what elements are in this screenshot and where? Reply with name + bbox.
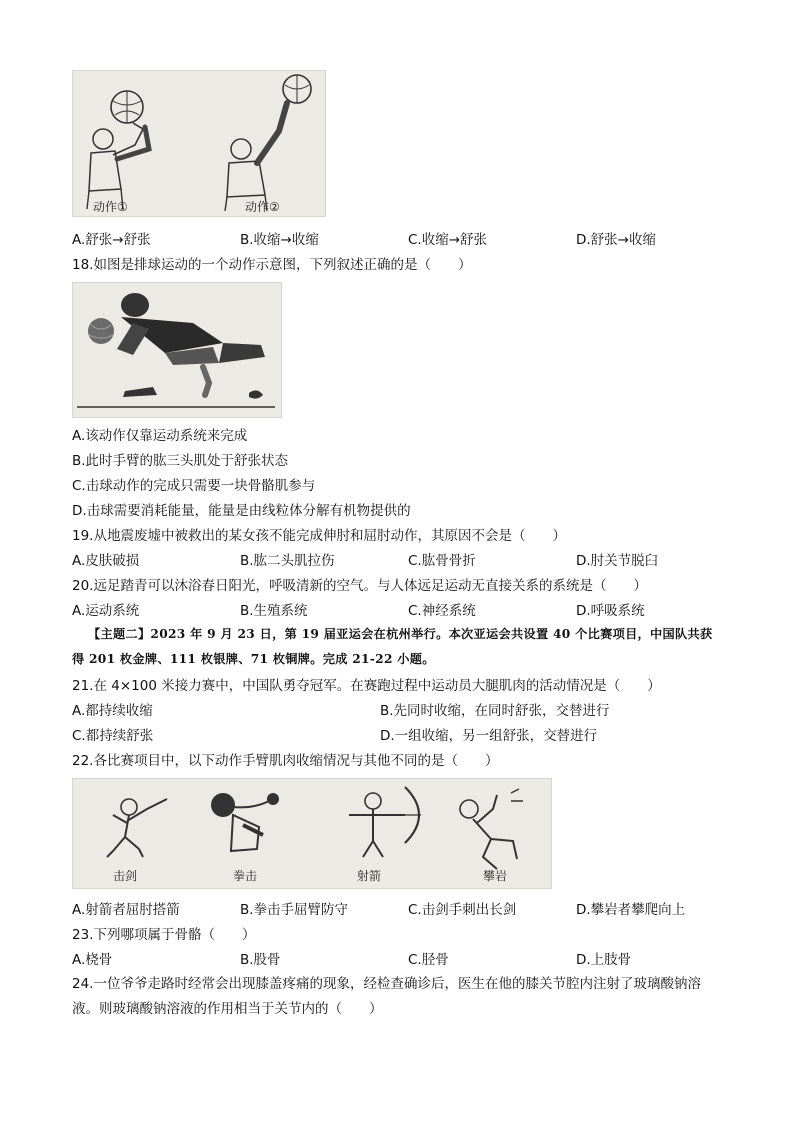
q21-option-a[interactable]: A.都持续收缩	[72, 703, 153, 719]
player-hair	[121, 293, 149, 317]
arm-muscle-2	[257, 103, 287, 163]
q22-caption-archery: 射箭	[357, 869, 382, 883]
figure-sports-actions	[72, 778, 552, 889]
q23-stem: 23.下列哪项属于骨骼（ ）	[72, 927, 256, 943]
q23-options	[72, 951, 732, 969]
q21-option-d[interactable]: D.一组收缩，另一组舒张，交替进行	[380, 728, 598, 744]
q19-option-d[interactable]: D.肘关节脱臼	[576, 553, 659, 569]
q22-caption-fencing: 击剑	[113, 869, 138, 883]
q19-stem: 19.从地震废墟中被救出的某女孩不能完成伸肘和屈肘动作，其原因不会是（ ）	[72, 528, 566, 544]
q21-option-c[interactable]: C.都持续舒张	[72, 728, 154, 744]
q22-caption-boxing: 拳击	[233, 869, 258, 883]
q23-option-d[interactable]: D.上肢骨	[576, 952, 632, 968]
q22-stem: 22.各比赛项目中，以下动作手臂肌肉收缩情况与其他不同的是（ ）	[72, 753, 499, 769]
q19-options	[72, 552, 732, 570]
figure-basketball-actions	[72, 70, 326, 217]
q21-options-row1	[72, 702, 732, 720]
q18-option-a[interactable]: A.该动作仅靠运动系统来完成	[72, 428, 248, 444]
player-1-head	[93, 129, 113, 149]
q19-option-b[interactable]: B.肱二头肌拉伤	[240, 553, 335, 569]
fencing-figure	[107, 799, 167, 857]
q17-options	[72, 231, 732, 249]
q22-options	[72, 901, 732, 919]
q21-option-b[interactable]: B.先同时收缩，在同时舒张，交替进行	[380, 703, 610, 719]
q22-option-a[interactable]: A.射箭者屈肘搭箭	[72, 902, 180, 918]
volleyball-figure-drawing	[73, 283, 281, 417]
q22-option-d[interactable]: D.攀岩者攀爬向上	[576, 902, 686, 918]
player-arms	[117, 323, 149, 355]
q20-option-d[interactable]: D.呼吸系统	[576, 603, 645, 619]
q18-option-d[interactable]: D.击球需要消耗能量，能量是由线粒体分解有机物提供的	[72, 503, 411, 519]
q20-option-c[interactable]: C.神经系统	[408, 603, 476, 619]
fig17-caption-1: 动作①	[93, 200, 128, 214]
boxing-figure	[211, 793, 279, 851]
q21-options-row2	[72, 727, 732, 745]
q20-stem: 20.远足踏青可以沐浴春日阳光，呼吸清新的空气。与人体远足运动无直接关系的系统是（ ）	[72, 578, 647, 594]
q22-caption-climbing: 攀岩	[483, 869, 508, 883]
q18-option-c[interactable]: C.击球动作的完成只需要一块骨骼肌参与	[72, 478, 316, 494]
q17-option-b[interactable]: B.收缩→收缩	[240, 232, 319, 248]
sports-figure-drawing	[73, 779, 551, 888]
q23-option-a[interactable]: A.桡骨	[72, 952, 113, 968]
q20-option-a[interactable]: A.运动系统	[72, 603, 140, 619]
fig17-caption-2: 动作②	[245, 200, 280, 214]
arm-muscle-1	[117, 127, 149, 159]
q21-stem: 21.在 4×100 米接力赛中，中国队勇夺冠军。在赛跑过程中运动员大腿肌肉的活动情况是（ ）	[72, 678, 661, 694]
climbing-figure	[460, 789, 523, 869]
theme-2-paragraph: 【主题二】2023 年 9 月 23 日，第 19 届亚运会在杭州举行。本次亚运会共设置 40 个比赛项目，中国队共获得 201 枚金牌、111 枚银牌、71 枚铜牌。完成 21-22 小题。	[72, 627, 713, 666]
q23-option-b[interactable]: B.股骨	[240, 952, 281, 968]
player-shoe	[123, 387, 157, 397]
q17-option-a[interactable]: A.舒张→舒张	[72, 232, 151, 248]
q20-option-b[interactable]: B.生殖系统	[240, 603, 308, 619]
archery-figure	[349, 787, 421, 857]
q18-stem: 18.如图是排球运动的一个动作示意图，下列叙述正确的是（ ）	[72, 257, 472, 273]
q18-option-b[interactable]: B.此时手臂的肱三头肌处于舒张状态	[72, 453, 289, 469]
q24-stem: 24.一位爷爷走路时经常会出现膝盖疼痛的现象，经检查确诊后，医生在他的膝关节腔内注射了玻璃酸钠溶液。则玻璃酸钠溶液的作用相当于关节内的（ ）	[72, 976, 701, 1017]
figure-volleyball-action	[72, 282, 282, 418]
q20-options	[72, 602, 732, 620]
q22-option-c[interactable]: C.击剑手刺出长剑	[408, 902, 517, 918]
q17-option-c[interactable]: C.收缩→舒张	[408, 232, 488, 248]
volleyball	[88, 318, 114, 344]
q19-option-a[interactable]: A.皮肤破损	[72, 553, 140, 569]
q17-option-d[interactable]: D.舒张→收缩	[576, 232, 656, 248]
basketball-figure-drawing	[73, 71, 325, 216]
q23-option-c[interactable]: C.胫骨	[408, 952, 449, 968]
q22-option-b[interactable]: B.拳击手屈臂防守	[240, 902, 349, 918]
player-2-head	[231, 139, 251, 159]
q19-option-c[interactable]: C.肱骨骨折	[408, 553, 476, 569]
